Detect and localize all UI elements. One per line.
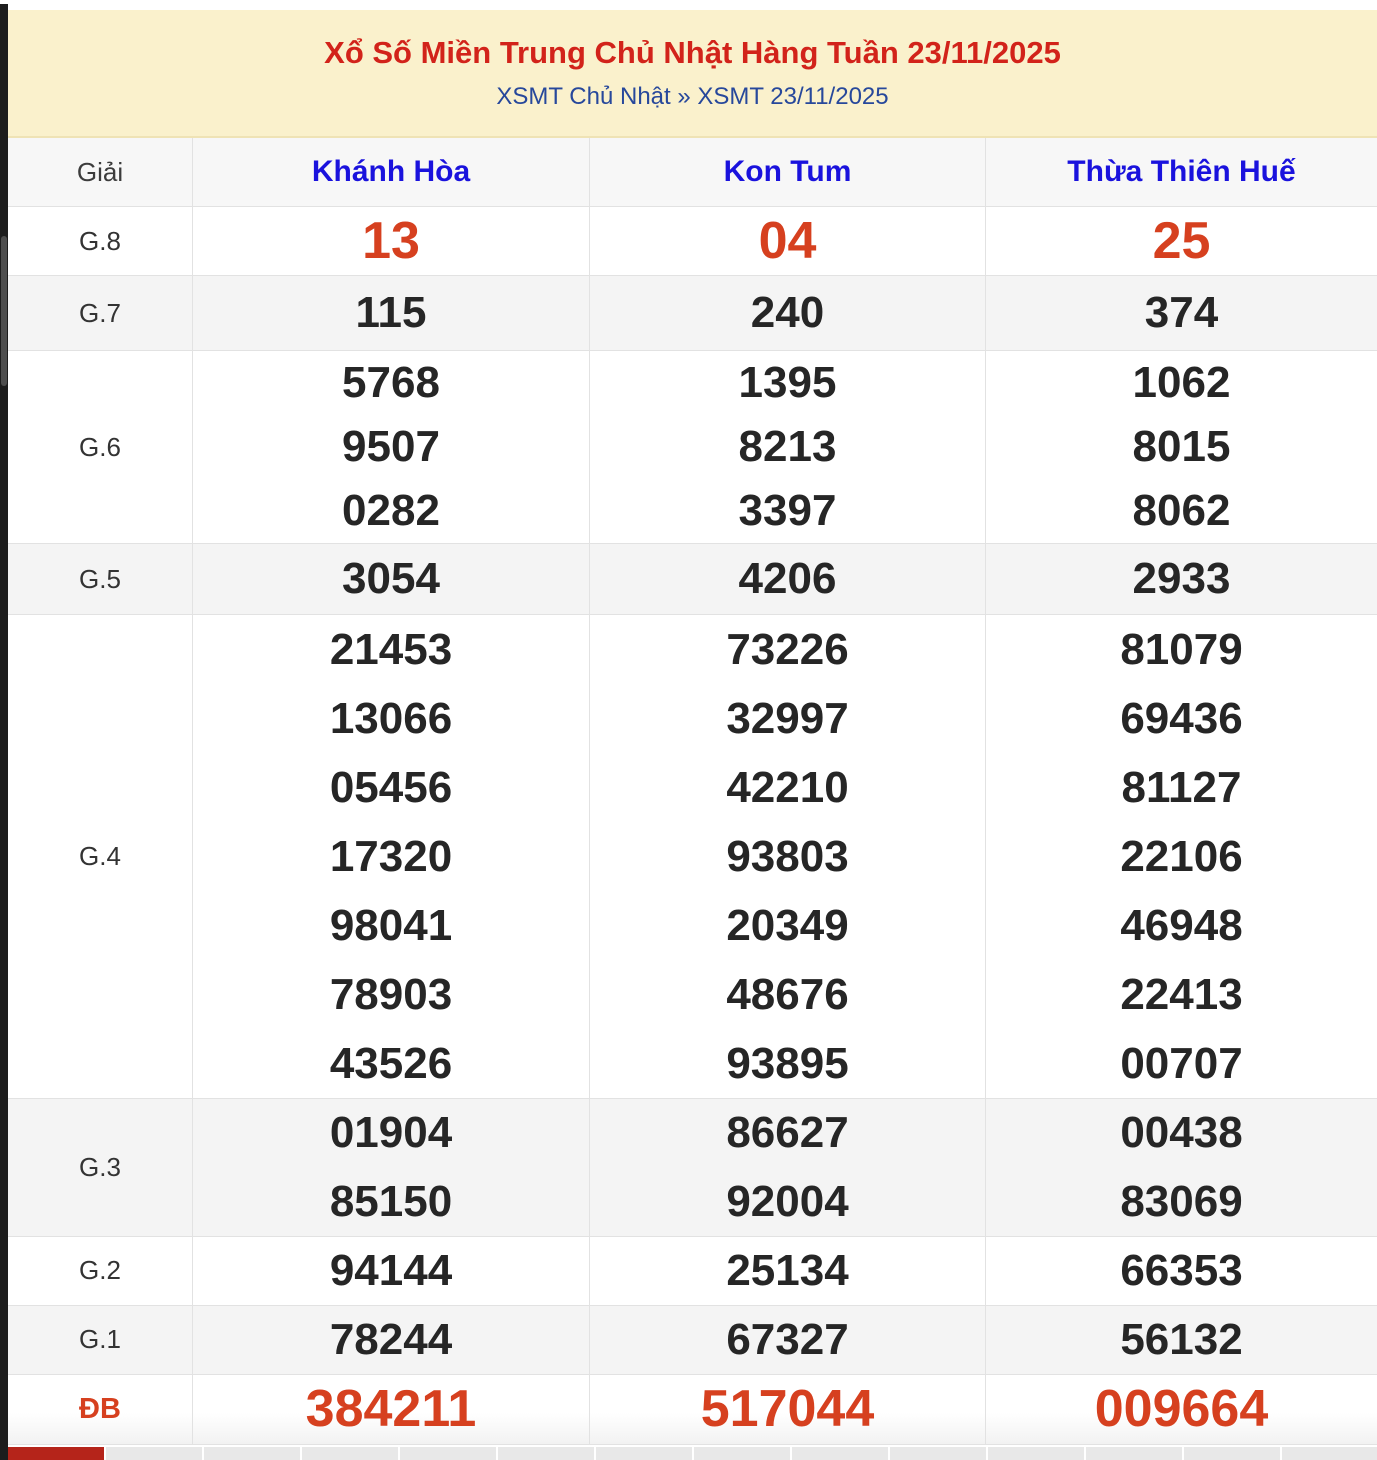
bottom-tab-segment[interactable] bbox=[302, 1447, 398, 1460]
result-number: 00438 bbox=[1120, 1108, 1243, 1158]
result-number: 20349 bbox=[726, 900, 849, 950]
result-number: 2933 bbox=[1132, 554, 1231, 603]
result-number: 1062 bbox=[1132, 358, 1231, 407]
result-number: 9507 bbox=[342, 422, 440, 471]
result-cell bbox=[193, 351, 590, 543]
result-number: 67327 bbox=[726, 1314, 849, 1364]
result-number: 009664 bbox=[1094, 1380, 1269, 1438]
result-cell bbox=[590, 207, 986, 275]
table-row-g3 bbox=[8, 1099, 1377, 1237]
result-number: 43526 bbox=[329, 1038, 453, 1088]
prize-label: G.5 bbox=[8, 544, 193, 614]
result-number: 22413 bbox=[1120, 969, 1243, 1019]
result-cell bbox=[986, 544, 1377, 614]
result-number: 00707 bbox=[1120, 1038, 1243, 1088]
result-number: 81127 bbox=[1121, 762, 1242, 812]
result-cell bbox=[986, 1099, 1377, 1236]
result-cell bbox=[590, 276, 986, 350]
result-number: 13066 bbox=[329, 693, 453, 743]
bottom-tab-segment[interactable] bbox=[694, 1447, 790, 1460]
bottom-tab-segment[interactable] bbox=[988, 1447, 1084, 1460]
bottom-tab-segment[interactable] bbox=[1184, 1447, 1280, 1460]
result-number: 4206 bbox=[738, 554, 837, 603]
table-header-row bbox=[8, 138, 1377, 207]
result-cell bbox=[193, 207, 590, 275]
table-row-g7 bbox=[8, 276, 1377, 351]
result-number: 22106 bbox=[1120, 831, 1243, 881]
result-number: 69436 bbox=[1120, 693, 1243, 743]
result-number: 01904 bbox=[329, 1108, 453, 1158]
result-cell bbox=[590, 1306, 986, 1374]
bottom-tab-segment[interactable] bbox=[596, 1447, 692, 1460]
result-number: 93803 bbox=[726, 831, 849, 881]
bottom-tab-segment[interactable] bbox=[890, 1447, 986, 1460]
result-cell bbox=[193, 544, 590, 614]
result-number: 240 bbox=[750, 288, 825, 337]
result-cell bbox=[193, 1099, 590, 1236]
column-header-khanh-hoa[interactable]: Khánh Hòa bbox=[193, 138, 590, 206]
result-number: 25 bbox=[1152, 212, 1211, 270]
header-banner bbox=[8, 10, 1377, 138]
result-number: 8213 bbox=[738, 422, 837, 471]
result-number: 0282 bbox=[342, 486, 440, 535]
result-cell bbox=[590, 615, 986, 1098]
table-row-đb bbox=[8, 1375, 1377, 1445]
result-number: 374 bbox=[1144, 288, 1219, 337]
result-number: 115 bbox=[355, 288, 427, 337]
table-row-g2 bbox=[8, 1237, 1377, 1306]
result-number: 42210 bbox=[726, 762, 849, 812]
result-number: 66353 bbox=[1120, 1245, 1243, 1295]
result-number: 83069 bbox=[1120, 1176, 1243, 1226]
result-number: 56132 bbox=[1120, 1314, 1243, 1364]
prize-label: G.3 bbox=[8, 1099, 193, 1236]
result-cell bbox=[590, 544, 986, 614]
scrollbar-thumb[interactable] bbox=[1, 236, 7, 386]
bottom-tab-segment[interactable] bbox=[204, 1447, 300, 1460]
prize-label: G.1 bbox=[8, 1306, 193, 1374]
result-number: 1395 bbox=[738, 358, 837, 407]
result-number: 3054 bbox=[342, 554, 440, 603]
result-number: 98041 bbox=[329, 900, 453, 950]
prize-label: G.4 bbox=[8, 615, 193, 1098]
result-number: 78244 bbox=[329, 1314, 453, 1364]
result-number: 85150 bbox=[329, 1176, 453, 1226]
bottom-tab-segment[interactable] bbox=[8, 1447, 104, 1460]
prize-label: ĐB bbox=[8, 1375, 193, 1444]
result-cell bbox=[193, 1237, 590, 1305]
result-number: 94144 bbox=[329, 1245, 453, 1295]
prize-label: G.6 bbox=[8, 351, 193, 543]
result-cell bbox=[193, 1375, 590, 1444]
result-number: 86627 bbox=[726, 1108, 849, 1158]
column-header-thua-thien-hue[interactable]: Thừa Thiên Huế bbox=[1067, 155, 1296, 188]
results-table bbox=[8, 138, 1377, 1445]
table-row-g6 bbox=[8, 351, 1377, 544]
scrollbar-track[interactable] bbox=[0, 4, 8, 1460]
result-number: 25134 bbox=[726, 1245, 849, 1295]
result-number: 17320 bbox=[329, 831, 453, 881]
result-number: 92004 bbox=[726, 1176, 849, 1226]
result-cell bbox=[590, 351, 986, 543]
bottom-tab-segment[interactable] bbox=[1086, 1447, 1182, 1460]
result-cell bbox=[193, 1306, 590, 1374]
result-cell bbox=[986, 1306, 1377, 1374]
result-number: 32997 bbox=[726, 693, 849, 743]
result-cell bbox=[590, 1099, 986, 1236]
bottom-tab-bar bbox=[8, 1447, 1377, 1460]
result-number: 5768 bbox=[342, 358, 440, 407]
result-number: 8015 bbox=[1132, 422, 1231, 471]
table-row-g4 bbox=[8, 615, 1377, 1099]
result-number: 384211 bbox=[305, 1380, 477, 1438]
table-row-g8 bbox=[8, 207, 1377, 276]
results-table-body bbox=[8, 207, 1377, 1445]
prize-label: G.8 bbox=[8, 207, 193, 275]
result-number: 73226 bbox=[726, 624, 849, 674]
result-number: 8062 bbox=[1132, 486, 1231, 535]
result-cell bbox=[986, 1237, 1377, 1305]
result-cell bbox=[986, 351, 1377, 543]
result-cell bbox=[193, 276, 590, 350]
result-cell bbox=[986, 276, 1377, 350]
page-content bbox=[8, 0, 1377, 1460]
column-header-kon-tum[interactable]: Kon Tum bbox=[590, 138, 986, 206]
result-number: 21453 bbox=[329, 624, 453, 674]
result-number: 04 bbox=[758, 212, 817, 270]
result-number: 517044 bbox=[700, 1380, 875, 1438]
bottom-tab-segment[interactable] bbox=[106, 1447, 202, 1460]
bottom-tab-segment[interactable] bbox=[498, 1447, 594, 1460]
result-number: 93895 bbox=[726, 1038, 849, 1088]
breadcrumb[interactable]: XSMT Chủ Nhật » XSMT 23/11/2025 bbox=[496, 82, 889, 110]
table-row-g1 bbox=[8, 1306, 1377, 1375]
bottom-tab-segment[interactable] bbox=[792, 1447, 888, 1460]
page-title: Xổ Số Miền Trung Chủ Nhật Hàng Tuần 23/11/2025 bbox=[324, 35, 1061, 71]
result-number: 46948 bbox=[1120, 900, 1243, 950]
result-cell bbox=[590, 1375, 986, 1444]
bottom-tab-segment[interactable] bbox=[400, 1447, 496, 1460]
result-cell bbox=[986, 615, 1377, 1098]
result-number: 3397 bbox=[738, 486, 837, 535]
result-number: 05456 bbox=[329, 762, 453, 812]
result-cell bbox=[986, 1375, 1377, 1444]
column-header-prize: Giải bbox=[8, 138, 193, 206]
result-cell bbox=[986, 207, 1377, 275]
table-row-g5 bbox=[8, 544, 1377, 615]
bottom-tab-segment[interactable] bbox=[1282, 1447, 1377, 1460]
result-number: 81079 bbox=[1120, 624, 1243, 674]
prize-label: G.2 bbox=[8, 1237, 193, 1305]
result-number: 78903 bbox=[329, 969, 453, 1019]
prize-label: G.7 bbox=[8, 276, 193, 350]
result-cell bbox=[193, 615, 590, 1098]
result-number: 13 bbox=[362, 212, 420, 270]
result-cell bbox=[590, 1237, 986, 1305]
result-number: 48676 bbox=[726, 969, 849, 1019]
